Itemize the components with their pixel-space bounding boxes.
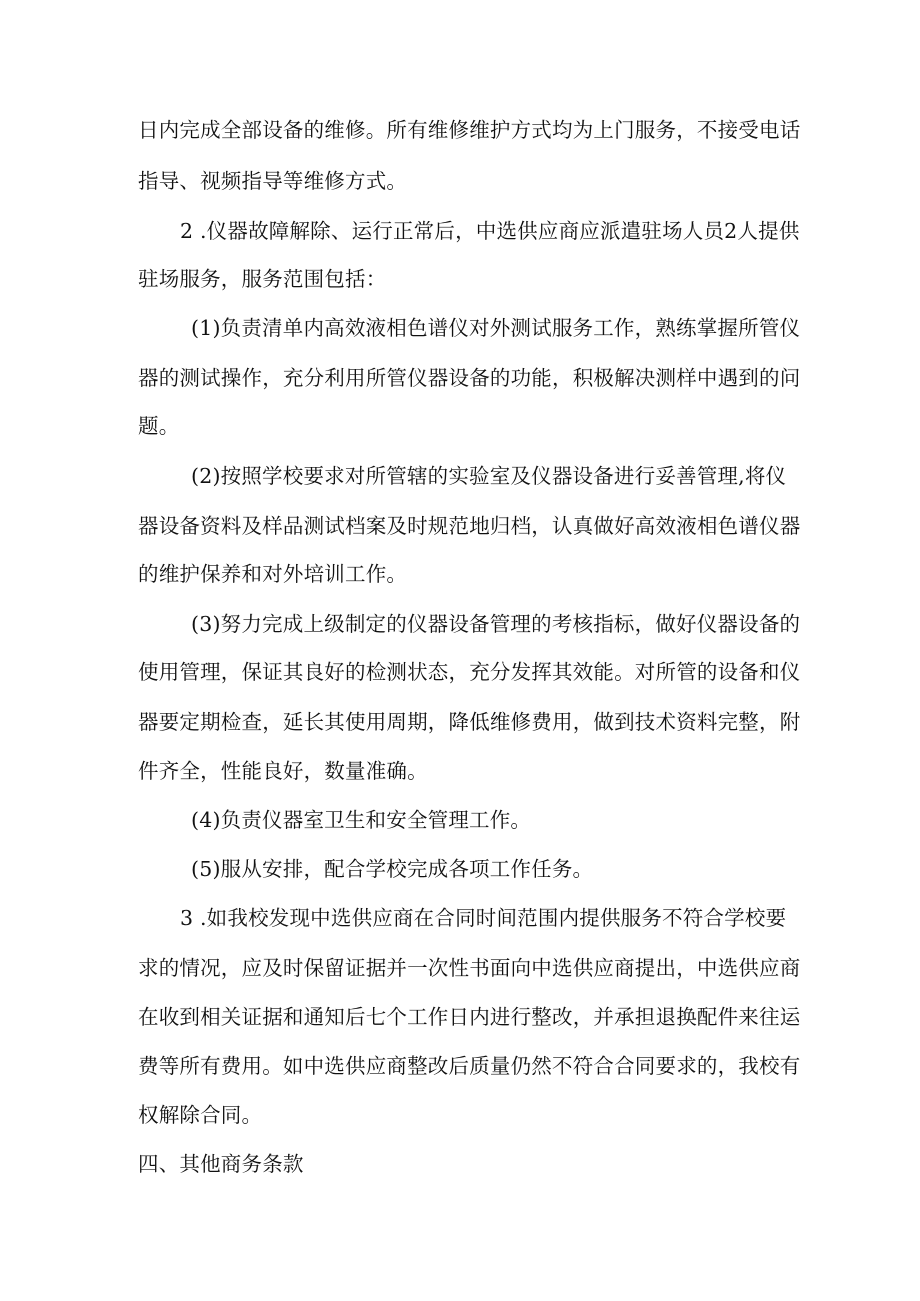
text-line-1: 日内完成全部设备的维修。所有维修维护方式均为上门服务，不接受电话 [138,118,801,142]
text-line-5: (1)负责清单内高效液相色谱仪对外测试服务工作，熟练掌握所管仪 [191,316,801,340]
text-line-6: 器的测试操作，充分利用所管仪器设备的功能，积极解决测样中遇到的问 [138,366,801,390]
text-line-9: 器设备资料及样品测试档案及时规范地归档，认真做好高效液相色谱仪器 [138,514,801,538]
text-line-16: (5)服从安排，配合学校完成各项工作任务。 [191,857,594,881]
text-line-18: 求的情况，应及时保留证据并一次性书面向中选供应商提出，中选供应商 [138,956,801,980]
text-line-7: 题。 [138,414,180,438]
text-line-10: 的维护保养和对外培训工作。 [138,562,408,586]
text-line-19: 在收到相关证据和通知后七个工作日内进行整改，并承担退换配件来往运 [138,1005,801,1029]
text-line-11: (3)努力完成上级制定的仪器设备管理的考核指标，做好仪器设备的 [191,612,801,636]
text-line-20: 费等所有费用。如中选供应商整改后质量仍然不符合合同要求的，我校有 [138,1054,801,1078]
text-line-15: (4)负责仪器室卫生和安全管理工作。 [191,808,532,832]
text-line-14: 件齐全，性能良好，数量准确。 [138,759,428,783]
text-line-21: 权解除合同。 [138,1103,263,1127]
text-line-12: 使用管理，保证其良好的检测状态，充分发挥其效能。对所管的设备和仪 [138,660,801,684]
section-heading: 四、其他商务条款 [138,1152,304,1176]
text-line-3: 2 .仪器故障解除、运行正常后，中选供应商应派遣驻场人员2人提供 [180,219,800,243]
text-line-4: 驻场服务，服务范围包括： [138,267,387,291]
text-line-17: 3 .如我校发现中选供应商在合同时间范围内提供服务不符合学校要 [180,906,787,930]
text-line-13: 器要定期检查，延长其使用周期，降低维修费用，做到技术资料完整，附 [138,710,801,734]
text-line-2: 指导、视频指导等维修方式。 [138,169,408,193]
text-line-8: (2)按照学校要求对所管辖的实验室及仪器设备进行妥善管理,将仪 [191,464,787,488]
